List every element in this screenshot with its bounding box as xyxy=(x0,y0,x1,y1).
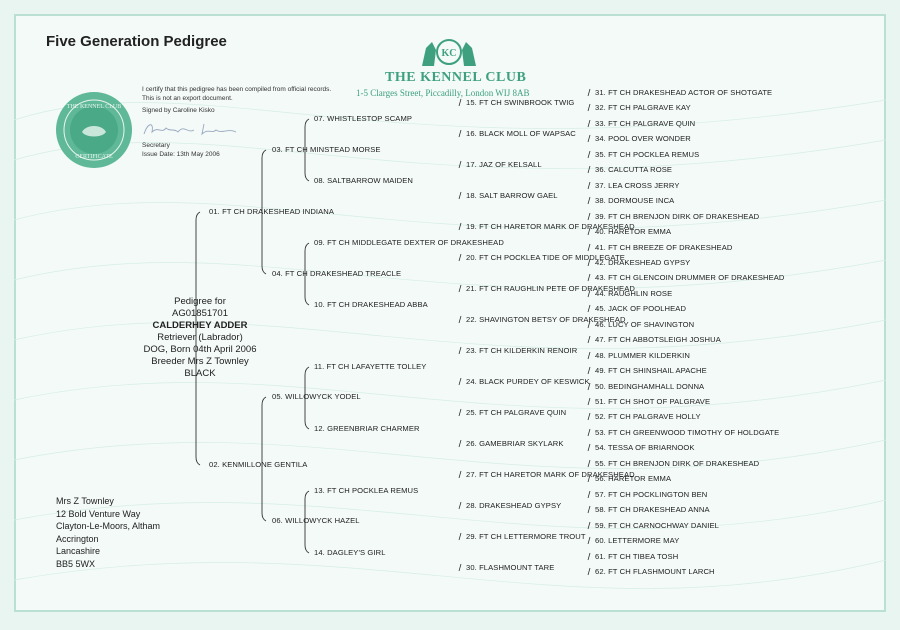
connector-line xyxy=(588,213,590,220)
pedigree-entry-gen4: 19. FT CH HARETOR MARK OF DRAKESHEAD xyxy=(466,222,635,231)
connector-line xyxy=(459,564,461,571)
owner-line: BB5 5WX xyxy=(56,558,96,569)
pedigree-entry-gen1: 01. FT CH DRAKESHEAD INDIANA xyxy=(209,207,335,216)
pedigree-entry-gen5: 31. FT CH DRAKESHEAD ACTOR OF SHOTGATE xyxy=(595,88,773,97)
signer-role: Secretary xyxy=(142,142,170,149)
connector-line xyxy=(459,440,461,447)
connector-line xyxy=(588,522,590,529)
certification-statement: I certify that this pedigree has been compiled from official records. This is not an export document. xyxy=(142,86,332,102)
pedigree-entry-gen3: 14. DAGLEY'S GIRL xyxy=(314,548,386,557)
connector-line xyxy=(588,506,590,513)
connector-line xyxy=(459,130,461,137)
pedigree-entry-gen5: 45. JACK OF POOLHEAD xyxy=(595,304,687,313)
svg-text:CERTIFICATE: CERTIFICATE xyxy=(75,154,113,160)
pedigree-entry-gen3: 08. SALTBARROW MAIDEN xyxy=(314,176,414,185)
pedigree-entry-gen4: 30. FLASHMOUNT TARE xyxy=(466,563,555,572)
pedigree-entry-gen4: 26. GAMEBRIAR SKYLARK xyxy=(466,439,564,448)
connector-line xyxy=(459,254,461,261)
connector-line xyxy=(459,378,461,385)
pedigree-entry-gen1: 02. KENMILLONE GENTILA xyxy=(209,460,308,469)
connector-line xyxy=(588,413,590,420)
owner-line: Accrington xyxy=(56,533,99,544)
connector-line xyxy=(459,409,461,416)
connector-line xyxy=(588,305,590,312)
connector-line xyxy=(459,502,461,509)
club-name: THE KENNEL CLUB xyxy=(385,70,527,85)
connector-line xyxy=(459,99,461,106)
pedigree-entry-gen5: 55. FT CH BRENJON DIRK OF DRAKESHEAD xyxy=(595,459,760,468)
connector-line xyxy=(588,568,590,575)
pedigree-entry-gen5: 46. LUCY OF SHAVINGTON xyxy=(595,320,695,329)
connector-line xyxy=(459,192,461,199)
pedigree-entry-gen5: 61. FT CH TIBEA TOSH xyxy=(595,552,679,561)
connector-line xyxy=(588,398,590,405)
svg-text:THE KENNEL CLUB: THE KENNEL CLUB xyxy=(66,104,122,110)
pedigree-entry-gen4: 25. FT CH PALGRAVE QUIN xyxy=(466,408,567,417)
owner-line: Lancashire xyxy=(56,546,101,556)
breeder: Breeder Mrs Z Townley xyxy=(151,356,249,367)
connector-line xyxy=(588,336,590,343)
connector-line xyxy=(588,553,590,560)
pedigree-entry-gen3: 11. FT CH LAFAYETTE TOLLEY xyxy=(314,362,427,371)
pedigree-for-label: Pedigree for xyxy=(174,296,226,307)
pedigree-entry-gen5: 37. LEA CROSS JERRY xyxy=(595,181,680,190)
connector-line xyxy=(588,104,590,111)
page-title: Five Generation Pedigree xyxy=(46,33,227,50)
connector-line xyxy=(588,120,590,127)
connector-line xyxy=(459,316,461,323)
pedigree-entry-gen3: 09. FT CH MIDDLEGATE DEXTER OF DRAKESHEAD xyxy=(314,238,504,247)
connector-line xyxy=(588,89,590,96)
club-address: 1-5 Clarges Street, Piccadilly, London WIJ 8AB xyxy=(356,88,530,98)
pedigree-entry-gen5: 33. FT CH PALGRAVE QUIN xyxy=(595,119,696,128)
pedigree-entry-gen5: 54. TESSA OF BRIARNOOK xyxy=(595,443,695,452)
pedigree-entry-gen5: 36. CALCUTTA ROSE xyxy=(595,165,673,174)
pedigree-entry-gen4: 20. FT CH POCKLEA TIDE OF MIDDLEGATE xyxy=(466,253,625,262)
pedigree-entry-gen2: 05. WILLOWYCK YODEL xyxy=(272,392,361,401)
connector-line xyxy=(459,223,461,230)
connector-line xyxy=(588,135,590,142)
pedigree-entry-gen4: 22. SHAVINGTON BETSY OF DRAKESHEAD xyxy=(466,315,626,324)
pedigree-entry-gen5: 62. FT CH FLASHMOUNT LARCH xyxy=(595,567,715,576)
connector-line xyxy=(588,244,590,251)
pedigree-entry-gen5: 50. BEDINGHAMHALL DONNA xyxy=(595,382,705,391)
connector-line xyxy=(588,460,590,467)
connector-line xyxy=(588,197,590,204)
dog-breed: Retriever (Labrador) xyxy=(157,332,243,343)
pedigree-entry-gen2: 06. WILLOWYCK HAZEL xyxy=(272,516,360,525)
pedigree-entry-gen5: 49. FT CH SHINSHAIL APACHE xyxy=(595,366,707,375)
pedigree-bracket xyxy=(262,397,266,521)
pedigree-entry-gen5: 60. LETTERMORE MAY xyxy=(595,536,680,545)
pedigree-entry-gen5: 39. FT CH BRENJON DIRK OF DRAKESHEAD xyxy=(595,212,760,221)
pedigree-entry-gen4: 16. BLACK MOLL OF WAPSAC xyxy=(466,129,576,138)
pedigree-entry-gen5: 59. FT CH CARNOCHWAY DANIEL xyxy=(595,521,719,530)
pedigree-entry-gen4: 28. DRAKESHEAD GYPSY xyxy=(466,501,562,510)
pedigree-entry-gen2: 03. FT CH MINSTEAD MORSE xyxy=(272,145,381,154)
logo-monogram: KC xyxy=(441,48,457,59)
pedigree-entry-gen5: 32. FT CH PALGRAVE KAY xyxy=(595,103,691,112)
connector-line xyxy=(588,274,590,281)
connector-line xyxy=(459,533,461,540)
pedigree-entry-gen5: 38. DORMOUSE INCA xyxy=(595,196,675,205)
pedigree-entry-gen4: 24. BLACK PURDEY OF KESWICK xyxy=(466,377,590,386)
pedigree-entry-gen4: 27. FT CH HARETOR MARK OF DRAKESHEAD xyxy=(466,470,635,479)
pedigree-entry-gen4: 15. FT CH SWINBROOK TWIG xyxy=(466,98,575,107)
pedigree-entry-gen5: 43. FT CH GLENCOIN DRUMMER OF DRAKESHEAD xyxy=(595,273,785,282)
pedigree-entry-gen3: 12. GREENBRIAR CHARMER xyxy=(314,424,420,433)
dog-colour: BLACK xyxy=(184,368,216,379)
owner-line: Clayton-Le-Moors, Altham xyxy=(56,521,161,531)
signed-by: Signed by Caroline Kisko xyxy=(142,107,215,114)
connector-line xyxy=(588,429,590,436)
pedigree-entry-gen5: 56. HARETOR EMMA xyxy=(595,474,672,483)
dog-sex-dob: DOG, Born 04th April 2006 xyxy=(143,344,257,355)
owner-line: 12 Bold Venture Way xyxy=(56,508,141,519)
pedigree-entry-gen4: 17. JAZ OF KELSALL xyxy=(466,160,542,169)
connector-line xyxy=(588,444,590,451)
pedigree-entry-gen5: 40. HARETOR EMMA xyxy=(595,227,672,236)
pedigree-entry-gen5: 51. FT CH SHOT OF PALGRAVE xyxy=(595,397,711,406)
connector-line xyxy=(459,161,461,168)
pedigree-entry-gen2: 04. FT CH DRAKESHEAD TREACLE xyxy=(272,269,402,278)
pedigree-entry-gen5: 57. FT CH POCKLINGTON BEN xyxy=(595,490,708,499)
connector-line xyxy=(588,491,590,498)
connector-line xyxy=(459,285,461,292)
pedigree-entry-gen4: 18. SALT BARROW GAEL xyxy=(466,191,558,200)
connector-line xyxy=(588,182,590,189)
connector-line xyxy=(588,352,590,359)
pedigree-entry-gen5: 34. POOL OVER WONDER xyxy=(595,134,691,143)
connector-line xyxy=(588,166,590,173)
pedigree-entry-gen5: 52. FT CH PALGRAVE HOLLY xyxy=(595,412,701,421)
pedigree-entry-gen3: 07. WHISTLESTOP SCAMP xyxy=(314,114,413,123)
pedigree-entry-gen5: 48. PLUMMER KILDERKIN xyxy=(595,351,690,360)
dog-name: CALDERHEY ADDER xyxy=(152,320,248,331)
connector-line xyxy=(588,367,590,374)
pedigree-bracket xyxy=(196,212,200,465)
pedigree-entry-gen4: 21. FT CH RAUGHLIN PETE OF DRAKESHEAD xyxy=(466,284,635,293)
registration-number: AG01851701 xyxy=(172,308,228,319)
issue-date: Issue Date: 13th May 2006 xyxy=(142,151,220,158)
connector-line xyxy=(588,537,590,544)
pedigree-entry-gen5: 42. DRAKESHEAD GYPSY xyxy=(595,258,691,267)
pedigree-entry-gen5: 47. FT CH ABBOTSLEIGH JOSHUA xyxy=(595,335,721,344)
connector-line xyxy=(459,347,461,354)
pedigree-entry-gen4: 23. FT CH KILDERKIN RENOIR xyxy=(466,346,578,355)
connector-line xyxy=(588,151,590,158)
pedigree-entry-gen5: 35. FT CH POCKLEA REMUS xyxy=(595,150,700,159)
pedigree-entry-gen5: 41. FT CH BREEZE OF DRAKESHEAD xyxy=(595,243,733,252)
pedigree-entry-gen3: 13. FT CH POCKLEA REMUS xyxy=(314,486,419,495)
owner-line: Mrs Z Townley xyxy=(56,496,114,506)
pedigree-entry-gen5: 44. RAUGHLIN ROSE xyxy=(595,289,673,298)
pedigree-entry-gen4: 29. FT CH LETTERMORE TROUT xyxy=(466,532,586,541)
connector-line xyxy=(459,471,461,478)
pedigree-entry-gen3: 10. FT CH DRAKESHEAD ABBA xyxy=(314,300,428,309)
pedigree-entry-gen5: 58. FT CH DRAKESHEAD ANNA xyxy=(595,505,710,514)
pedigree-entry-gen5: 53. FT CH GREENWOOD TIMOTHY OF HOLDGATE xyxy=(595,428,780,437)
